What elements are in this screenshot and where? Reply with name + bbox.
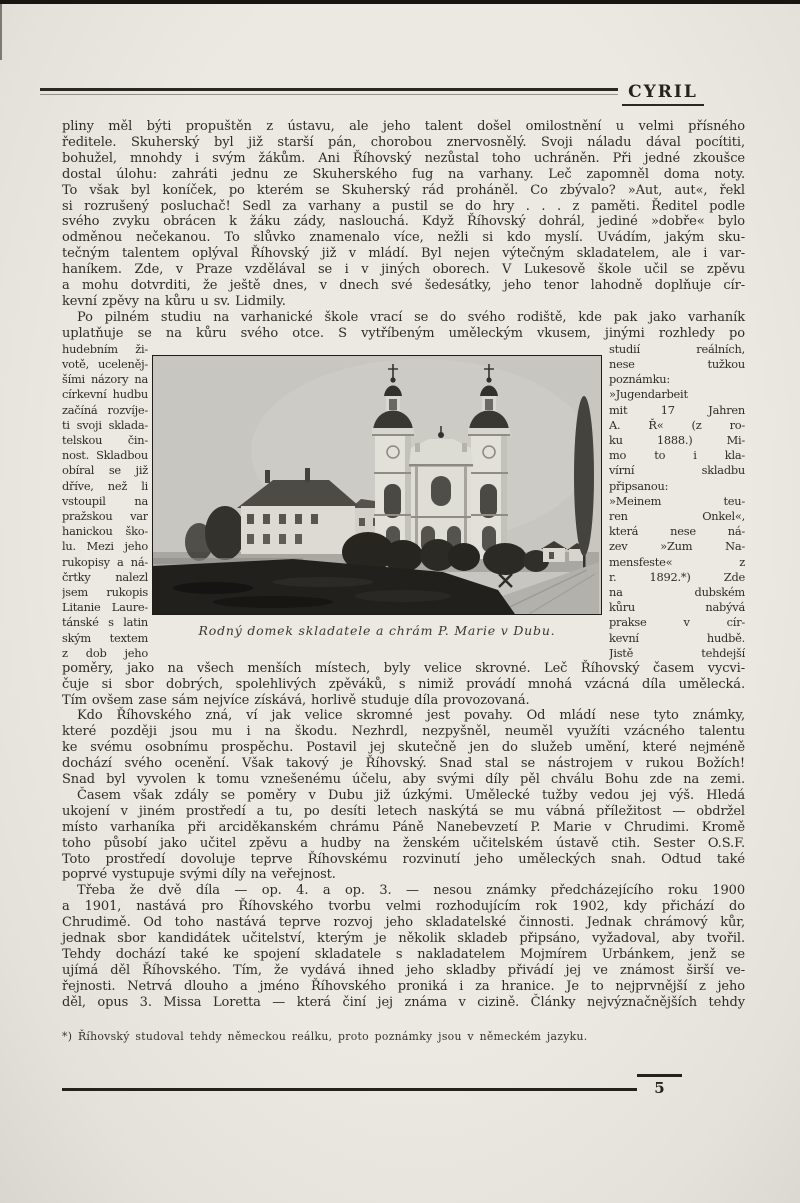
text-line: a mohu dotvrditi, že ještě dnes, v dnech své šedesátky, jeho tenor lahodně doplňuje cír-: [62, 278, 745, 294]
text-line: Třeba že dvě díla — op. 4. a op. 3. — nesou známky předcházejícího roku 1900: [77, 883, 745, 899]
text-line: ským textem: [62, 630, 148, 645]
wrap-right-column: [609, 342, 745, 661]
text-line: nost. Skladbou: [62, 448, 148, 463]
text-line: tánské s latin: [62, 615, 148, 630]
text-line: místo varhaníka při arciděkanském chrámu Páně Nanebevzetí P. Marie v Chrudimi. Kromě: [62, 819, 745, 835]
text-line: Po pilném studiu na varhanické škole vrací se do svého rodiště, kde pak jako varhaník: [77, 309, 745, 325]
text-line: prakse v cír-: [609, 615, 745, 630]
text-line: začíná rozvíje-: [62, 402, 148, 417]
text-line: ren Onkel«,: [609, 508, 745, 523]
text-line: poznámku:: [609, 372, 670, 387]
text-line: které později jsou mu i na škodu. Nezhrdl, nezpyšněl, neuměl využíti vzácného talentu: [62, 724, 745, 740]
header-rule: [40, 88, 618, 95]
text-line: mit 17 Jahren: [609, 402, 745, 417]
text-line: toho působí jako učitel zpěvu a hudby na ženském učitelském ústavě ctih. Sester O.S.F.: [62, 835, 745, 851]
text-line: ujímá děl Říhovského. Tím, že vydává ihned jeho skladby přivádí jej ve známost širší ve-: [62, 962, 745, 978]
text-line: haníkem. Zde, v Praze vzdělával se i v jiných oborech. V Lukesově škole učil se zpěvu: [62, 262, 745, 278]
paragraph-2: [62, 310, 745, 342]
text-line: telskou čin-: [62, 432, 148, 447]
text-line: a 1901, nastává pro Říhovského tvorbu velmi rozhodujícím rok 1902, kdy přichází do: [62, 899, 745, 915]
text-line: pražskou var: [62, 508, 148, 523]
text-line: bohužel, mnohdy i svým žákům. Ani Říhovský nezůstal toho uchráněn. Při jedné zkoušce: [62, 150, 745, 166]
text-line: dochází svého ocenění. Však takový je Říhovský. Snad stal se nástrojem v rukou Božích!: [62, 756, 745, 772]
text-line: »Jugendarbeit: [609, 387, 688, 402]
text-line: rukopisy a ná-: [62, 554, 148, 569]
text-line: ředitele. Skuherský byl již starší pán, chorobou znervosnělý. Svoji náladu dával pocítiti,: [62, 134, 745, 150]
text-line: Jistě tehdejší: [609, 645, 745, 660]
text-line: jsem rukopis: [62, 584, 148, 599]
footer-rule: [62, 1088, 637, 1091]
text-line: »Meinem teu-: [609, 493, 745, 508]
wrap-left-column: [62, 342, 148, 661]
text-line: ti svoji sklada-: [62, 417, 148, 432]
paragraph-1: [62, 119, 745, 310]
church-photo-illustration: [153, 356, 599, 614]
text-line: pliny měl býti propuštěn z ústavu, ale jeho talent došel omilostnění u velmi přísného: [62, 119, 745, 134]
text-line: nese tužkou: [609, 356, 745, 371]
text-line: ukojení v jiném prostředí a tu, po desíti letech naskýtá se mu vábná příležitost — obdržel: [62, 803, 745, 819]
text-line: tečným talentem oplýval Říhovský již v mládí. Byl nejen výtečným skladatelem, ale i var-: [62, 246, 745, 262]
text-line: Snad byl vyvolen k tomu vznešenému účelu, aby svými díly pěl chválu Bohu zde na zemi.: [62, 772, 745, 788]
text-line: vstoupil na: [62, 493, 148, 508]
photo-wrap-region: [62, 342, 745, 661]
text-line: jednak sbor kandidátek učitelství, kterým je několik skladeb připsáno, vyžadoval, aby tvořil.: [62, 931, 745, 947]
text-line: kevní hudbě.: [609, 630, 745, 645]
paragraph-4: [62, 708, 745, 788]
text-line: z dob jeho: [62, 645, 148, 660]
text-line: dostal úlohu: zahráti jednu ze Skuherského fug na varhany. Leč zapomněl doma noty.: [62, 166, 745, 182]
text-line: mensfeste« z: [609, 554, 745, 569]
text-line: studií reálních,: [609, 341, 745, 356]
text-line: která nese ná-: [609, 524, 745, 539]
text-line: připsanou:: [609, 478, 669, 493]
text-line: mo to i kla-: [609, 448, 745, 463]
text-line: uplatňuje se na kůru svého otce. S vytříbeným uměleckým vkusem, jinými rozhledy po: [62, 325, 745, 341]
text-line: šími názory na: [62, 372, 148, 387]
text-line: svého zvyku obrácen k žáku zády, naslouchá. Když Říhovský dohrál, jediné »dobře« bylo: [62, 214, 745, 230]
text-line: Časem však zdály se poměry v Dubu již úzkými. Umělecké tužby vedou jej výš. Hledá: [77, 787, 745, 803]
text-line: Kdo Říhovského zná, ví jak velice skromné jest povahy. Od mládí nese tyto známky,: [77, 708, 745, 724]
text-line: řejnosti. Netrvá dlouho a jméno Říhovského proniká i za hranice. Je to nejprvnější z jeho: [62, 978, 745, 994]
text-line: si rozrušený posluchač! Sedl za varhany a pustil se do hry . . . z paměti. Ředitel podle: [62, 198, 745, 214]
text-line: Chrudimě. Od toho nastává teprve rozvoj jeho skladatelské činnosti. Jednak chrámový kůr,: [62, 915, 745, 931]
text-line: A. Ř« (z ro-: [609, 417, 745, 432]
text-line: kůru nabývá: [609, 600, 745, 615]
text-line: zev »Zum Na-: [609, 539, 745, 554]
paragraph-3: [62, 661, 745, 709]
text-line: lu. Mezi jeho: [62, 539, 148, 554]
page-number-rule: [637, 1074, 682, 1077]
text-line: hanickou ško-: [62, 524, 148, 539]
text-line: poměry, jako na všech menších místech, byly velice skrovné. Leč Říhovský časem vycvi-: [62, 660, 745, 676]
text-line: děl, opus 3. Missa Loretta — která činí jej známa v cizině. Články nejvýznačnějších tehdy: [62, 994, 745, 1010]
journal-title: CYRIL: [622, 82, 704, 106]
text-line: církevní hudbu: [62, 387, 148, 402]
text-line: črtky nalezl: [62, 569, 148, 584]
article-body: [62, 119, 745, 1043]
paragraph-6: [62, 883, 745, 1010]
text-line: odměnou nečekanou. To slůvko znamenalo více, nežli si kdo myslí. Uvádím, jakým sku-: [62, 230, 745, 246]
text-line: na dubském: [609, 584, 745, 599]
photo-block: [152, 342, 602, 638]
scan-edge: [0, 0, 800, 4]
text-line: Tehdy dochází také ke spojení skladatele s nakladatelem Mojmírem Urbánkem, jenž se: [62, 947, 745, 962]
church-photo: [152, 355, 602, 615]
text-line: r. 1892.*) Zde: [609, 569, 745, 584]
text-line: vírní skladbu: [609, 463, 745, 478]
text-line: votě, uceleněj-: [62, 356, 148, 371]
text-line: ku 1888.) Mi-: [609, 432, 745, 447]
text-line: dříve, než li: [62, 478, 148, 493]
text-line: Litanie Laure-: [62, 600, 148, 615]
text-line: hudebním ži-: [62, 341, 148, 356]
text-line: Tím ovšem zase sám nejvíce získává, horlivě studuje díla provozovaná.: [62, 692, 530, 708]
footnote: *) Říhovský studoval tehdy německou reálku, proto poznámky jsou v německém jazyku.: [62, 1029, 588, 1043]
text-line: poprvé vystupuje svými díly na veřejnost.: [62, 867, 336, 883]
text-line: Toto prostředí dovoluje teprve Říhovskému rozvinutí jeho uměleckých snah. Odtud také: [62, 851, 745, 867]
paragraph-5: [62, 788, 745, 883]
scan-edge: [0, 0, 2, 60]
nave-facade: [409, 426, 473, 559]
text-line: ke svému osobnímu prospěchu. Postavil jej skutečně jen do služeb umění, které nejméně: [62, 740, 745, 756]
text-line: čuje si sbor dobrých, spolehlivých zpěváků, s nimiž provádí mnohá vzácná díla umělecká.: [62, 676, 745, 692]
text-line: obíral se již: [62, 463, 148, 478]
text-line: To však byl koníček, po kterém se Skuherský rád proháněl. Co zbývalo? »Aut, aut«, řekl: [62, 182, 745, 198]
text-line: kevní zpěvy na kůru u sv. Lidmily.: [62, 293, 286, 309]
photo-caption: Rodný domek skladatele a chrám P. Marie v Dubu.: [198, 622, 556, 638]
page-number: 5: [654, 1079, 665, 1097]
